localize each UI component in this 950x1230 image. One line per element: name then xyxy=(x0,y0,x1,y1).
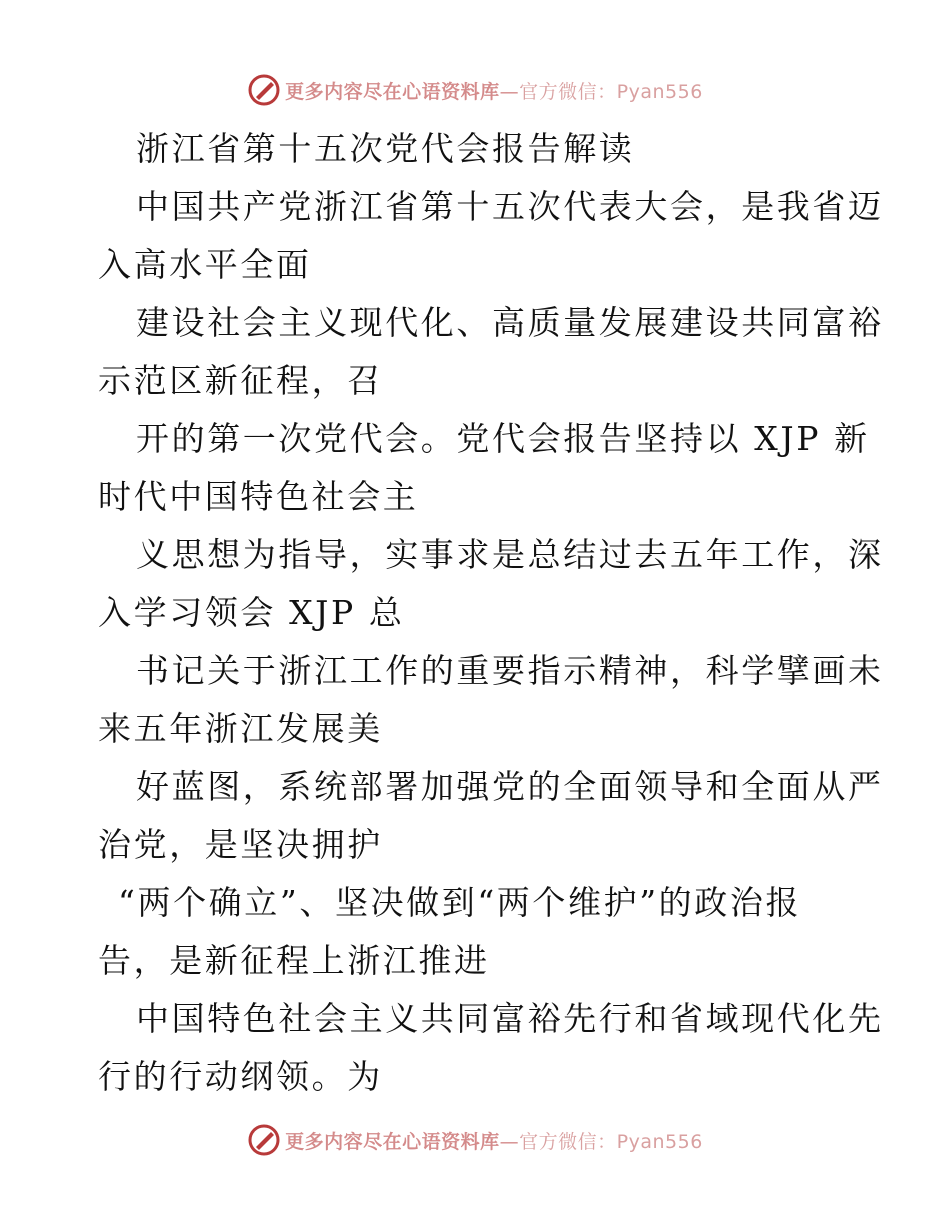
text-line: 入学习领会 XJP 总 xyxy=(98,593,405,632)
text-line: 入高水平全面 xyxy=(98,245,312,284)
banner-wechat: 官方微信：Pyan556 xyxy=(519,80,703,103)
text-line: 来五年浙江发展美 xyxy=(98,709,383,748)
text-line: 行的行动纲领。为 xyxy=(98,1057,383,1096)
text-line: 示范区新征程，召 xyxy=(98,361,383,400)
quill-seal-icon xyxy=(247,1123,281,1157)
text-line: 义思想为指导，实事求是总结过去五年工作，深 xyxy=(136,535,884,574)
text-line: 时代中国特色社会主 xyxy=(98,477,419,516)
text-line: 书记关于浙江工作的重要指示精神，科学擘画未 xyxy=(136,651,884,690)
banner-text xyxy=(285,1127,703,1154)
text-line: 好蓝图，系统部署加强党的全面领导和全面从严 xyxy=(136,767,884,806)
text-line: “两个确立”、坚决做到“两个维护”的政治报 xyxy=(118,883,802,922)
footer-banner xyxy=(0,1120,950,1160)
text-line: 中国共产党浙江省第十五次代表大会，是我省迈 xyxy=(136,187,884,226)
banner-separator: — xyxy=(499,1130,520,1153)
banner-site-name: 更多内容尽在心语资料库 xyxy=(285,1130,500,1153)
text-line: 建设社会主义现代化、高质量发展建设共同富裕 xyxy=(136,303,884,342)
text-line: 治党，是坚决拥护 xyxy=(98,825,383,864)
document-title: 浙江省第十五次党代会报告解读 xyxy=(136,129,635,168)
banner-separator: — xyxy=(499,80,520,103)
quill-seal-icon xyxy=(247,73,281,107)
banner-wechat: 官方微信：Pyan556 xyxy=(519,1130,703,1153)
header-banner xyxy=(0,70,950,110)
banner-site-name: 更多内容尽在心语资料库 xyxy=(285,80,500,103)
document-body xyxy=(98,120,884,1106)
text-line: 告，是新征程上浙江推进 xyxy=(98,941,490,980)
banner-text xyxy=(285,77,703,104)
text-line: 中国特色社会主义共同富裕先行和省域现代化先 xyxy=(136,999,884,1038)
text-line: 开的第一次党代会。党代会报告坚持以 XJP 新 xyxy=(136,419,870,458)
